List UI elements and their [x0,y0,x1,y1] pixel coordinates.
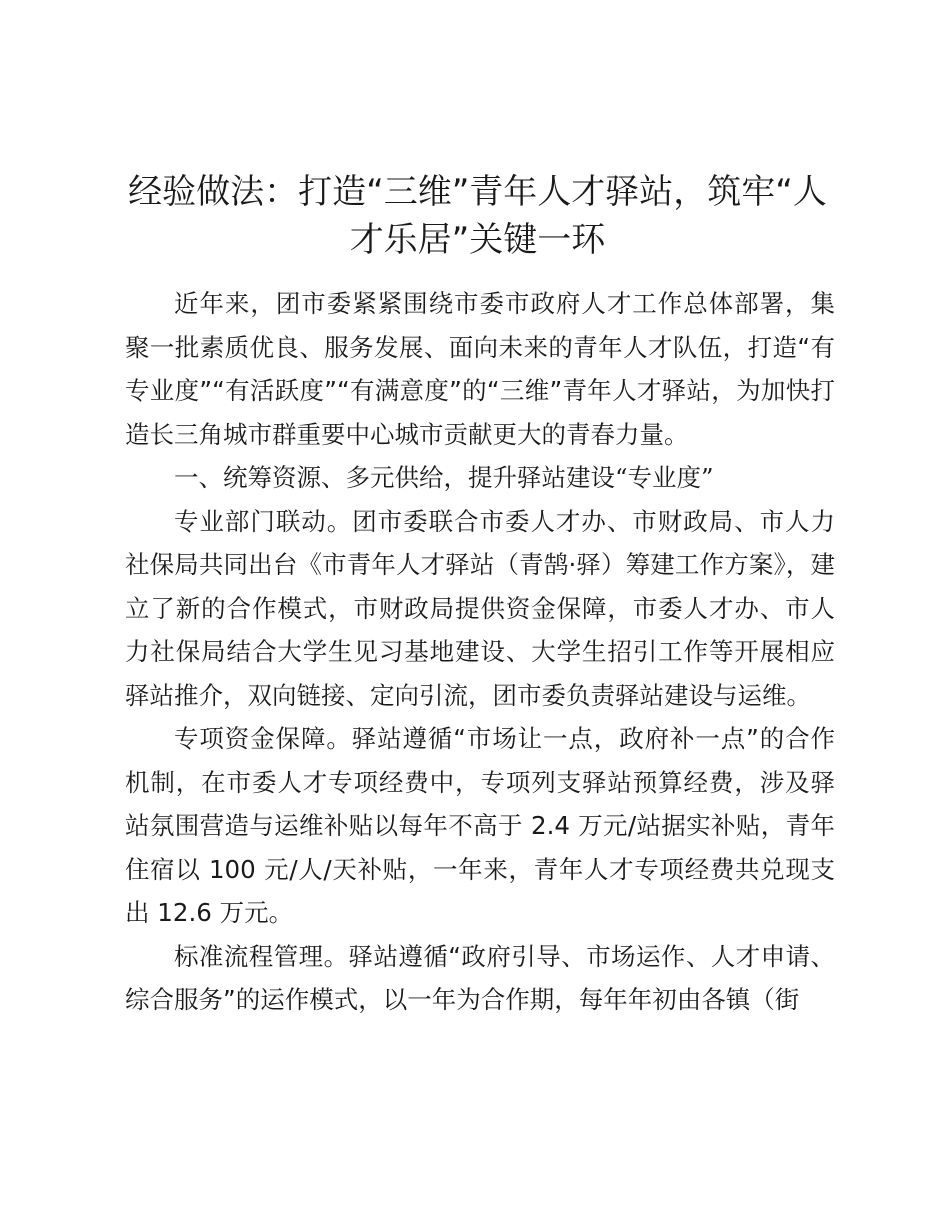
document-title: 经验做法：打造“三维”青年人才驿站，筑牢“人才乐居”关键一环 [128,172,827,260]
paragraph-funding: 专项资金保障。驿站遵循“市场让一点，政府补一点”的合作机制，在市委人才专项经费中，专项列支驿站预算经费，涉及驿站氛围营造与运维补贴以每年不高于 2.4 万元/站据实补贴，青年住宿以 100 元/人/天补贴，一年来，青年人才专项经费共兑现支出 12.6 万元。 [125,724,835,927]
document-body [125,282,835,1022]
section-heading-1: 一、统筹资源、多元供给，提升驿站建设“专业度” [174,463,714,492]
paragraph-department-linkage: 专业部门联动。团市委联合市委人才办、市财政局、市人力社保局共同出台《市青年人才驿站（青鹄·驿）筹建工作方案》，建立了新的合作模式，市财政局提供资金保障，市委人才办、市人力社保局结合大学生见习基地建设、大学生招引工作等开展相应驿站推介，双向链接、定向引流，团市委负责驿站建设与运维。 [125,506,835,710]
paragraph-intro: 近年来，团市委紧紧围绕市委市政府人才工作总体部署，集聚一批素质优良、服务发展、面向未来的青年人才队伍，打造“有专业度”“有活跃度”“有满意度”的“三维”青年人才驿站，为加快打造长三角城市群重要中心城市贡献更大的青春力量。 [125,289,835,449]
paragraph-process: 标准流程管理。驿站遵循“政府引导、市场运作、人才申请、综合服务”的运作模式，以一年为合作期，每年年初由各镇（街 [125,941,835,1014]
